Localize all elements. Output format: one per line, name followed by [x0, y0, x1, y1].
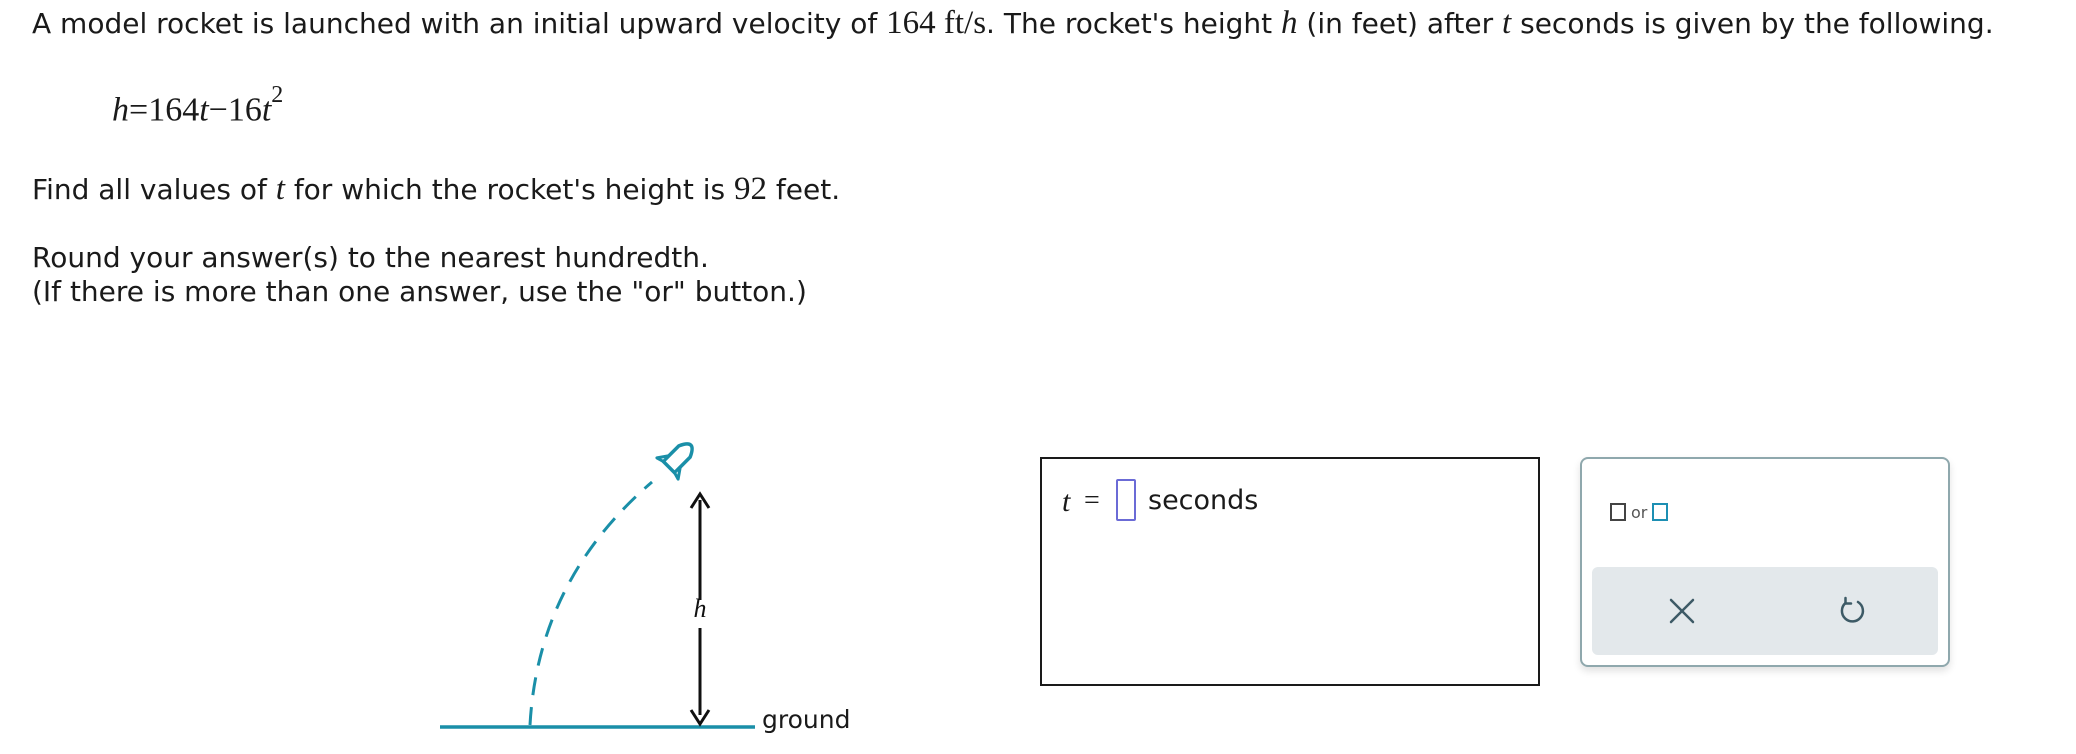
- keypad-action-bar: [1592, 567, 1938, 655]
- rocket-diagram: [430, 430, 870, 750]
- height-equation: $h=164t-16t^2$: [112, 82, 284, 129]
- rocket-icon: [657, 435, 702, 480]
- time-variable: t: [275, 171, 285, 207]
- undo-icon: [1836, 595, 1868, 627]
- math-keypad: [1580, 457, 1950, 667]
- intro-text: . The rocket's height: [986, 7, 1282, 40]
- problem-intro: [32, 6, 1994, 41]
- clear-button[interactable]: [1622, 567, 1742, 655]
- time-variable: t: [1502, 5, 1512, 41]
- or-label: or: [1631, 502, 1648, 522]
- ground-label: ground: [762, 705, 851, 734]
- intro-text: seconds is given by the following.: [1511, 7, 1994, 40]
- find-instruction: Find all values of t for which the rocket's height is 92 feet.: [32, 171, 841, 207]
- empty-box-icon: [1610, 503, 1626, 521]
- height-variable: h: [1281, 5, 1298, 41]
- answer-equals: =: [1084, 485, 1100, 516]
- answer-unit: seconds: [1148, 485, 1259, 516]
- velocity-value: 164: [886, 5, 936, 41]
- answer-input[interactable]: [1116, 479, 1136, 521]
- trajectory-path: [530, 482, 652, 725]
- intro-text: (in feet) after: [1297, 7, 1503, 40]
- close-icon: [1667, 596, 1697, 626]
- height-label: h: [693, 594, 707, 623]
- undo-button[interactable]: [1792, 567, 1912, 655]
- or-button[interactable]: [1610, 499, 1668, 525]
- or-hint: (If there is more than one answer, use the "or" button.): [32, 275, 807, 308]
- rounding-instruction: Round your answer(s) to the nearest hundredth.: [32, 241, 709, 274]
- empty-box-icon: [1652, 503, 1668, 521]
- answer-area: [1040, 457, 1540, 686]
- intro-text: A model rocket is launched with an initial upward velocity of: [32, 7, 887, 40]
- target-height: 92: [734, 171, 767, 207]
- velocity-unit: ft/s: [935, 5, 987, 41]
- answer-variable: t: [1062, 485, 1071, 518]
